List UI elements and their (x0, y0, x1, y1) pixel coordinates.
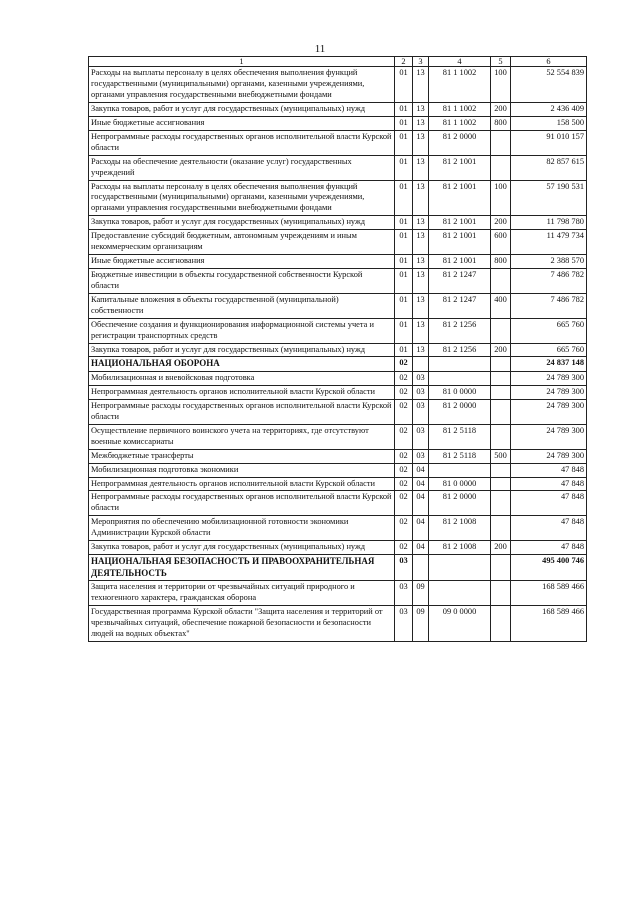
section-row (89, 357, 587, 372)
row-expense-type: 800 (491, 255, 511, 269)
row-target-article: 81 2 0000 (429, 399, 491, 424)
row-section: 02 (395, 541, 413, 555)
header-amount: 6 (511, 57, 587, 67)
row-subsection: 03 (413, 399, 429, 424)
table-row (89, 130, 587, 155)
row-target-article: 81 2 1256 (429, 318, 491, 343)
table-row (89, 491, 587, 516)
row-amount: 82 857 615 (511, 155, 587, 180)
header-name: 1 (89, 57, 395, 67)
row-expense-type (491, 424, 511, 449)
row-target-article (429, 357, 491, 372)
row-expense-type (491, 372, 511, 386)
table-row (89, 318, 587, 343)
row-expense-type (491, 516, 511, 541)
row-expense-type (491, 386, 511, 400)
row-name: НАЦИОНАЛЬНАЯ ОБОРОНА (89, 357, 395, 372)
row-section: 02 (395, 424, 413, 449)
row-subsection: 13 (413, 216, 429, 230)
row-amount: 2 388 570 (511, 255, 587, 269)
row-expense-type: 100 (491, 180, 511, 216)
row-amount: 52 554 839 (511, 67, 587, 103)
row-amount: 47 848 (511, 491, 587, 516)
row-name: Закупка товаров, работ и услуг для государственных (муниципальных) нужд (89, 103, 395, 117)
row-target-article: 81 2 1001 (429, 180, 491, 216)
row-name: Непрограммные расходы государственных органов исполнительной власти Курской области (89, 491, 395, 516)
row-section: 02 (395, 516, 413, 541)
row-amount: 57 190 531 (511, 180, 587, 216)
row-target-article: 81 2 1247 (429, 268, 491, 293)
row-section: 01 (395, 293, 413, 318)
row-name: Обеспечение создания и функционирования информационной системы учета и регистрации транспортных средств (89, 318, 395, 343)
row-expense-type (491, 606, 511, 642)
table-row (89, 155, 587, 180)
row-name: Закупка товаров, работ и услуг для государственных (муниципальных) нужд (89, 216, 395, 230)
row-subsection: 09 (413, 581, 429, 606)
row-name: Расходы на выплаты персоналу в целях обеспечения выполнения функций государственными (муниципальными) органами, казенными учреждениями, органами управления государственными внебюджетными фондами (89, 180, 395, 216)
row-amount: 47 848 (511, 463, 587, 477)
row-name: Непрограммная деятельность органов исполнительной власти Курской области (89, 477, 395, 491)
row-target-article: 81 0 0000 (429, 386, 491, 400)
row-name: Бюджетные инвестиции в объекты государственной собственности Курской области (89, 268, 395, 293)
row-subsection: 04 (413, 463, 429, 477)
table-row (89, 541, 587, 555)
row-expense-type (491, 130, 511, 155)
row-expense-type (491, 491, 511, 516)
row-subsection: 13 (413, 116, 429, 130)
row-target-article: 81 2 1008 (429, 516, 491, 541)
row-section: 01 (395, 216, 413, 230)
row-expense-type: 100 (491, 67, 511, 103)
row-expense-type: 200 (491, 541, 511, 555)
row-amount: 91 010 157 (511, 130, 587, 155)
row-amount: 7 486 782 (511, 268, 587, 293)
row-name: Расходы на обеспечение деятельности (оказание услуг) государственных учреждений (89, 155, 395, 180)
row-subsection: 13 (413, 318, 429, 343)
table-row (89, 116, 587, 130)
row-section: 02 (395, 399, 413, 424)
table-row (89, 216, 587, 230)
row-expense-type (491, 555, 511, 581)
row-expense-type: 400 (491, 293, 511, 318)
row-amount: 24 789 300 (511, 424, 587, 449)
row-expense-type (491, 477, 511, 491)
row-section: 02 (395, 463, 413, 477)
row-amount: 24 789 300 (511, 386, 587, 400)
row-section: 02 (395, 491, 413, 516)
row-target-article: 81 2 1008 (429, 541, 491, 555)
budget-table (88, 56, 587, 642)
row-name: Иные бюджетные ассигнования (89, 116, 395, 130)
row-section: 01 (395, 268, 413, 293)
row-subsection: 13 (413, 268, 429, 293)
row-name: Защита населения и территории от чрезвычайных ситуаций природного и техногенного характера, гражданская оборона (89, 581, 395, 606)
header-section: 2 (395, 57, 413, 67)
row-section: 02 (395, 372, 413, 386)
row-amount: 11 798 780 (511, 216, 587, 230)
row-section: 02 (395, 386, 413, 400)
row-subsection: 04 (413, 491, 429, 516)
header-subsection: 3 (413, 57, 429, 67)
row-amount: 47 848 (511, 516, 587, 541)
row-expense-type (491, 318, 511, 343)
table-row (89, 386, 587, 400)
row-expense-type (491, 155, 511, 180)
row-subsection: 04 (413, 516, 429, 541)
table-row (89, 581, 587, 606)
header-target-article: 4 (429, 57, 491, 67)
row-section: 01 (395, 67, 413, 103)
row-expense-type (491, 268, 511, 293)
row-subsection: 03 (413, 449, 429, 463)
row-name: Межбюджетные трансферты (89, 449, 395, 463)
row-target-article: 81 2 1001 (429, 216, 491, 230)
row-section: 02 (395, 357, 413, 372)
table-header-row (89, 57, 587, 67)
row-target-article (429, 372, 491, 386)
row-expense-type: 200 (491, 343, 511, 357)
row-subsection: 13 (413, 180, 429, 216)
row-target-article: 81 2 0000 (429, 130, 491, 155)
row-section: 01 (395, 103, 413, 117)
row-name: Предоставление субсидий бюджетным, автономным учреждениям и иным некоммерческим организациям (89, 230, 395, 255)
row-amount: 47 848 (511, 541, 587, 555)
row-name: НАЦИОНАЛЬНАЯ БЕЗОПАСНОСТЬ И ПРАВООХРАНИТЕЛЬНАЯ ДЕЯТЕЛЬНОСТЬ (89, 555, 395, 581)
row-amount: 47 848 (511, 477, 587, 491)
row-name: Государственная программа Курской области "Защита населения и территорий от чрезвычайных ситуаций, обеспечение пожарной безопасности и безопасности людей на водных объектах" (89, 606, 395, 642)
row-section: 01 (395, 343, 413, 357)
row-amount: 665 760 (511, 318, 587, 343)
row-subsection: 13 (413, 130, 429, 155)
row-name: Непрограммные расходы государственных органов исполнительной власти Курской области (89, 399, 395, 424)
section-row (89, 555, 587, 581)
row-expense-type: 500 (491, 449, 511, 463)
row-section: 03 (395, 555, 413, 581)
row-subsection: 13 (413, 343, 429, 357)
row-section: 02 (395, 449, 413, 463)
row-subsection: 09 (413, 606, 429, 642)
row-amount: 24 789 300 (511, 449, 587, 463)
row-target-article: 81 2 1256 (429, 343, 491, 357)
row-target-article: 81 2 5118 (429, 449, 491, 463)
table-row (89, 67, 587, 103)
row-section: 01 (395, 318, 413, 343)
row-section: 01 (395, 180, 413, 216)
row-subsection: 13 (413, 67, 429, 103)
table-row (89, 606, 587, 642)
row-target-article: 81 2 1001 (429, 230, 491, 255)
row-name: Мобилизационная и вневойсковая подготовка (89, 372, 395, 386)
row-subsection: 03 (413, 424, 429, 449)
table-row (89, 180, 587, 216)
row-subsection (413, 357, 429, 372)
row-name: Мобилизационная подготовка экономики (89, 463, 395, 477)
row-section: 01 (395, 155, 413, 180)
row-subsection: 13 (413, 103, 429, 117)
row-amount: 158 500 (511, 116, 587, 130)
row-section: 01 (395, 255, 413, 269)
row-section: 03 (395, 581, 413, 606)
row-target-article: 81 1 1002 (429, 67, 491, 103)
row-subsection: 04 (413, 541, 429, 555)
table-row (89, 516, 587, 541)
row-name: Закупка товаров, работ и услуг для государственных (муниципальных) нужд (89, 343, 395, 357)
row-amount: 495 400 746 (511, 555, 587, 581)
row-expense-type (491, 581, 511, 606)
row-expense-type (491, 357, 511, 372)
table-row (89, 268, 587, 293)
row-amount: 24 789 300 (511, 399, 587, 424)
row-subsection: 04 (413, 477, 429, 491)
table-row (89, 255, 587, 269)
row-subsection (413, 555, 429, 581)
row-target-article: 81 0 0000 (429, 477, 491, 491)
row-expense-type: 800 (491, 116, 511, 130)
row-expense-type: 600 (491, 230, 511, 255)
row-amount: 7 486 782 (511, 293, 587, 318)
row-section: 02 (395, 477, 413, 491)
row-subsection: 13 (413, 230, 429, 255)
row-target-article: 81 2 1001 (429, 155, 491, 180)
row-expense-type (491, 399, 511, 424)
row-name: Мероприятия по обеспечению мобилизационной готовности экономики Администрации Курской области (89, 516, 395, 541)
table-row (89, 343, 587, 357)
row-amount: 665 760 (511, 343, 587, 357)
row-subsection: 13 (413, 255, 429, 269)
row-expense-type (491, 463, 511, 477)
row-section: 01 (395, 130, 413, 155)
row-target-article (429, 555, 491, 581)
row-name: Осуществление первичного воинского учета на территориях, где отсутствуют военные комиссариаты (89, 424, 395, 449)
row-subsection: 03 (413, 372, 429, 386)
header-expense-type: 5 (491, 57, 511, 67)
row-subsection: 03 (413, 386, 429, 400)
row-name: Закупка товаров, работ и услуг для государственных (муниципальных) нужд (89, 541, 395, 555)
row-target-article (429, 581, 491, 606)
row-name: Непрограммная деятельность органов исполнительной власти Курской области (89, 386, 395, 400)
table-row (89, 449, 587, 463)
row-target-article (429, 463, 491, 477)
row-target-article: 09 0 0000 (429, 606, 491, 642)
row-amount: 11 479 734 (511, 230, 587, 255)
row-target-article: 81 2 0000 (429, 491, 491, 516)
row-expense-type: 200 (491, 216, 511, 230)
row-target-article: 81 2 1001 (429, 255, 491, 269)
row-amount: 24 789 300 (511, 372, 587, 386)
row-amount: 168 589 466 (511, 581, 587, 606)
table-row (89, 463, 587, 477)
row-amount: 168 589 466 (511, 606, 587, 642)
row-target-article: 81 1 1002 (429, 103, 491, 117)
row-target-article: 81 1 1002 (429, 116, 491, 130)
page-number: 11 (314, 43, 326, 55)
row-name: Расходы на выплаты персоналу в целях обеспечения выполнения функций государственными (муниципальными) органами, казенными учреждениями, органами управления государственными внебюджетными фондами (89, 67, 395, 103)
row-section: 03 (395, 606, 413, 642)
row-name: Иные бюджетные ассигнования (89, 255, 395, 269)
row-subsection: 13 (413, 155, 429, 180)
row-target-article: 81 2 5118 (429, 424, 491, 449)
row-section: 01 (395, 116, 413, 130)
row-expense-type: 200 (491, 103, 511, 117)
row-name: Непрограммные расходы государственных органов исполнительной власти Курской области (89, 130, 395, 155)
row-amount: 24 837 148 (511, 357, 587, 372)
table-row (89, 477, 587, 491)
row-subsection: 13 (413, 293, 429, 318)
table-row (89, 293, 587, 318)
table-row (89, 399, 587, 424)
row-amount: 2 436 409 (511, 103, 587, 117)
table-row (89, 103, 587, 117)
row-target-article: 81 2 1247 (429, 293, 491, 318)
row-name: Капитальные вложения в объекты государственной (муниципальной) собственности (89, 293, 395, 318)
row-section: 01 (395, 230, 413, 255)
table-row (89, 424, 587, 449)
table-row (89, 230, 587, 255)
table-row (89, 372, 587, 386)
